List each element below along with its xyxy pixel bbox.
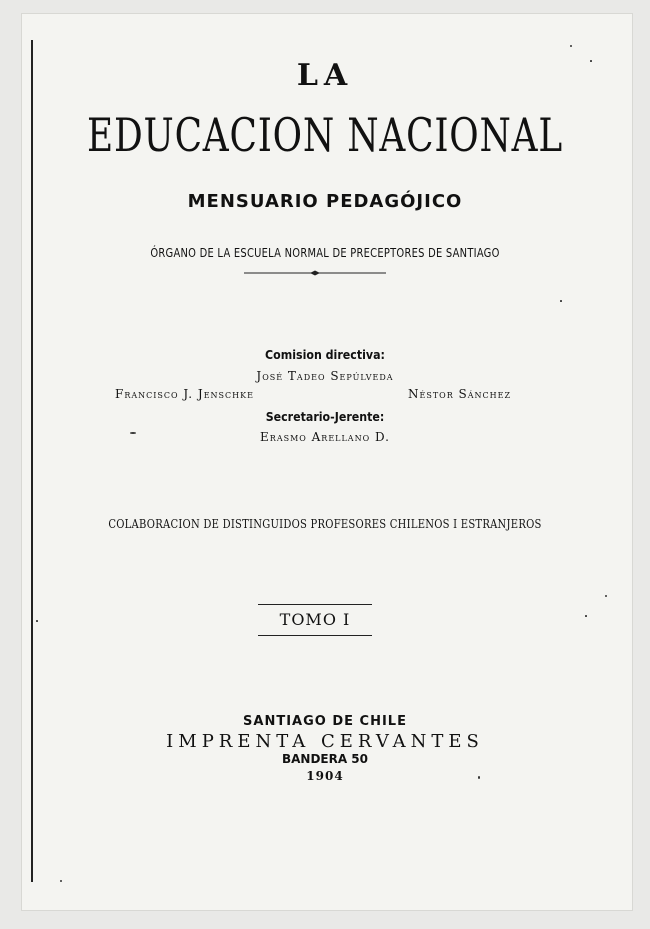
imprint-city: SANTIAGO DE CHILE: [243, 714, 407, 729]
title-main: EDUCACION NACIONAL: [87, 108, 563, 162]
member-jose: José Tadeo Sepúlveda: [256, 369, 394, 383]
imprint-address: BANDERA 50: [281, 752, 369, 766]
subtitle: MENSUARIO PEDAGÓJICO: [187, 191, 463, 212]
organ-line: ÓRGANO DE LA ESCUELA NORMAL DE PRECEPTORES DE SANTIAGO: [150, 245, 500, 260]
member-nestor: Néstor Sánchez: [408, 387, 512, 401]
secretary-label: Secretario-Jerente:: [265, 410, 385, 424]
ornament-rule: [244, 270, 386, 276]
committee-label: Comision directiva:: [265, 348, 385, 362]
title-article: LA: [296, 58, 354, 93]
collaboration-line: COLABORACION DE DISTINGUIDOS PROFESORES CHILENOS I ESTRANJEROS: [108, 516, 542, 531]
secretary-name: Erasmo Arellano D.: [260, 430, 390, 444]
member-francisco: Francisco J. Jenschke: [115, 387, 254, 401]
imprint-year: 1904: [306, 769, 344, 783]
volume-label: TOMO I: [279, 610, 351, 629]
imprint-press: IMPRENTA CERVANTES: [166, 731, 484, 752]
volume-box: [258, 604, 372, 636]
